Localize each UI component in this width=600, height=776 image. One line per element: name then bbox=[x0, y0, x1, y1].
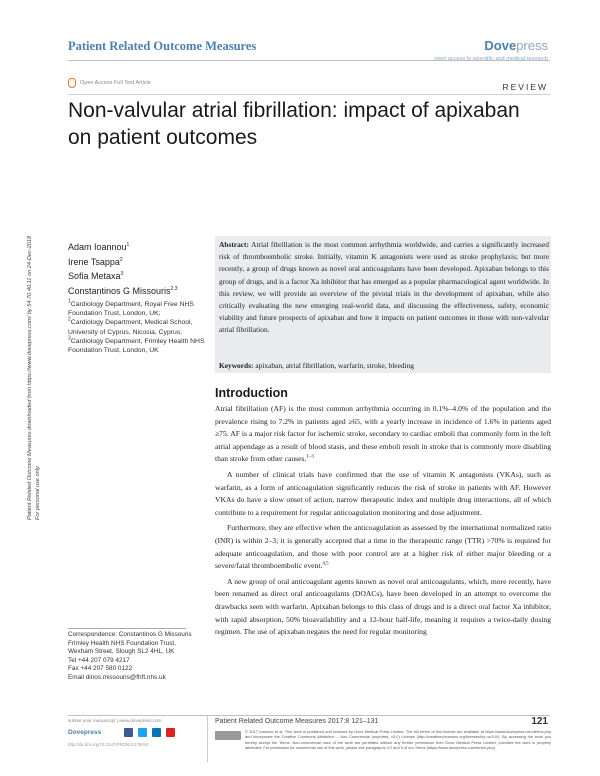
keywords-text: apixaban, atrial fibrillation, warfarin, stroke, bleeding bbox=[253, 361, 414, 370]
youtube-icon[interactable] bbox=[166, 728, 175, 737]
header-divider bbox=[68, 60, 550, 61]
author: Sofia Metaxa$^3$ bbox=[68, 271, 124, 281]
license-text: © 2017 Ioannou et al. This work is published and licensed by Dove Medical Press Limited. The full terms of this license are available at https://www.dovepress.com/terms.php and incorporate the Creative Commons Attribution – Non Commercial (unported, v3.0) License (http://creativecommons.org/licenses/by-nc/3.0/). By accessing the work you hereby accept the Terms. Non-commercial uses of the work are permitted without any further permission from Dove Medical Press Limited, provided the work is properly attributed. For permission for commercial use of this work, please see paragraphs 4.2 and 5 of our Terms (https://www.dovepress.com/terms.php). bbox=[245, 729, 551, 750]
abstract-label: Abstract: bbox=[219, 240, 249, 249]
submit-manuscript-link[interactable]: submit your manuscript | www.dovepress.com bbox=[68, 718, 162, 723]
facebook-icon[interactable] bbox=[124, 728, 133, 737]
author-list bbox=[68, 240, 208, 298]
affiliation: $^2$Cardiology Department, Medical School, University of Cyprus, Nicosia, Cyprus; bbox=[68, 317, 193, 336]
open-access-lock-icon bbox=[68, 78, 76, 88]
dovepress-footer-logo[interactable]: Dovepress bbox=[68, 729, 102, 736]
introduction-body bbox=[215, 403, 551, 642]
footer-separator bbox=[207, 716, 208, 762]
social-links bbox=[124, 728, 175, 737]
correspondence bbox=[68, 631, 208, 683]
reference-link[interactable]: 4,5 bbox=[322, 561, 329, 567]
doi-link[interactable]: http://dx.doi.org/10.2147/PROM.S175044 bbox=[68, 742, 149, 747]
author: Irene Tsappa$^2$ bbox=[68, 256, 123, 267]
paragraph: Furthermore, they are effective when the anticoagulation as assessed by the international normalized ratio (INR) is within 2–3; it is generally accepted that a time in the therapeutic range (TTR) >70% is required for adequate anticoagulation, and those with poor control are at a higher risk of either major bleeding or a severe/fatal thromboembolic event.$^{4,5}$ bbox=[215, 523, 551, 571]
linkedin-icon[interactable] bbox=[152, 728, 161, 737]
section-heading: Introduction bbox=[215, 386, 288, 400]
reference-link[interactable]: 1–3 bbox=[306, 454, 314, 460]
title-divider bbox=[68, 94, 550, 95]
open-access-text: Open Access Full Text Article bbox=[80, 80, 151, 86]
open-access-label bbox=[68, 78, 151, 88]
paragraph: A number of clinical trials have confirmed that the use of vitamin K antagonists (VKAs), such as warfarin, as a form of anticoagulation significantly reduces the risk of stroke in patients with AF. However VKAs do have a slow onset of action, narrow therapeutic index and multiple drug interactions, all of which contribute to a requirement for regular anticoagulation monitoring and dose adjustment. bbox=[215, 469, 551, 517]
correspondence-email[interactable]: Email dinos.missouris@fhft.nhs.uk bbox=[68, 673, 166, 681]
correspondence-line: Wexham Street, Slough SL2 4HL, UK bbox=[68, 648, 175, 656]
paragraph: Atrial fibrillation (AF) is the most common arrhythmia occurring in 0.1%–4.0% of the population and the prevalence rising to 7.2% in patients aged ≥65, with a yearly increase in incidence of 1.6% in patients aged ≥75. AF is a major risk factor for ischemic stroke, secondary to cardiac emboli that commonly form in the left atrial appendage as a result of blood stasis, and these emboli result in stroke that is commonly more disabling than stroke from other causes.$^{1-3}$ bbox=[215, 404, 551, 464]
brand-sub: press bbox=[516, 38, 548, 53]
correspondence-line: Fax +44 207 580 0122 bbox=[68, 665, 133, 673]
creative-commons-icon bbox=[215, 731, 241, 740]
correspondence-label: Correspondence: Constantinos G Missouris bbox=[68, 631, 192, 638]
article-type: REVIEW bbox=[502, 82, 548, 92]
correspondence-line: Frimley Health NHS Foundation Trust, bbox=[68, 639, 176, 647]
keywords bbox=[219, 360, 549, 372]
footer-divider bbox=[68, 715, 550, 716]
correspondence-line: Tel +44 207 079 4217 bbox=[68, 656, 130, 664]
article-title: Non-valvular atrial fibrillation: impact of apixaban on patient outcomes bbox=[68, 99, 520, 149]
twitter-icon[interactable] bbox=[138, 728, 147, 737]
affiliations bbox=[68, 300, 208, 355]
affiliation: $^3$Cardiology Department, Frimley Health NHS Foundation Trust, London, UK bbox=[68, 335, 205, 355]
abstract bbox=[219, 239, 549, 337]
author: Constantinos G Missouris$^{2,3}$ bbox=[68, 285, 178, 296]
abstract-text: Atrial fibrillation is the most common arrhythmia worldwide, and carries a significantly increased risk of thromboembolic stroke. Initially, vitamin K antagonists were used as stroke prophylaxis; but more recently, a group of drugs known as novel oral anticoagulants have been developed. Apixaban belongs to this group of drugs, and is a factor Xa inhibitor that has emerged as a popular pharmacological agent worldwide. In this review, we will provide an overview of the pivotal trials in the development of apixaban, while also critically evaluating the new emerging real-world data, and discussing the effectiveness, safety, economic viability and future prospects of apixaban and how it impacts on patient outcomes in those with non-valvular atrial fibrillation. bbox=[219, 240, 549, 335]
page-number: 121 bbox=[531, 716, 548, 727]
publisher-brand[interactable] bbox=[434, 38, 548, 62]
dovepress-logo bbox=[434, 38, 548, 53]
side-note-line1: Patient Related Outcome Measures downloaded from https://www.dovepress.com/ by 54.70.40.11 on 24-Dec-2018 bbox=[27, 235, 33, 520]
side-download-note bbox=[4, 160, 44, 520]
author: Adam Ioannou$^1$ bbox=[68, 242, 130, 252]
brand-tagline: open access to scientific and medical research bbox=[434, 56, 548, 62]
correspondence-divider bbox=[68, 628, 186, 629]
journal-name[interactable]: Patient Related Outcome Measures bbox=[68, 39, 257, 53]
brand-main: Dove bbox=[484, 38, 517, 53]
paragraph: A new group of oral anticoagulant agents known as novel oral anticoagulants, which, more recently, have been renamed as direct oral anticoagulants (DOACs), have been developed in an attempt to overcome the drawbacks seen with warfarin. Apixaban belongs to this class of drugs and is a direct oral factor Xa inhibitor, with rapid absorption, 50% bioavailability and a 12-hour half-life, meaning it requires a twice-daily dosing regimen. The use of apixaban negates the need for regular monitoring bbox=[215, 576, 551, 637]
side-note-line2: For personal use only. bbox=[35, 465, 41, 520]
footer-journal-reference: Patient Related Outcome Measures 2017:8 121–131 bbox=[215, 718, 379, 725]
affiliation: $^1$Cardiology Department, Royal Free NHS Foundation Trust, London, UK; bbox=[68, 298, 194, 318]
keywords-label: Keywords: bbox=[219, 361, 254, 370]
